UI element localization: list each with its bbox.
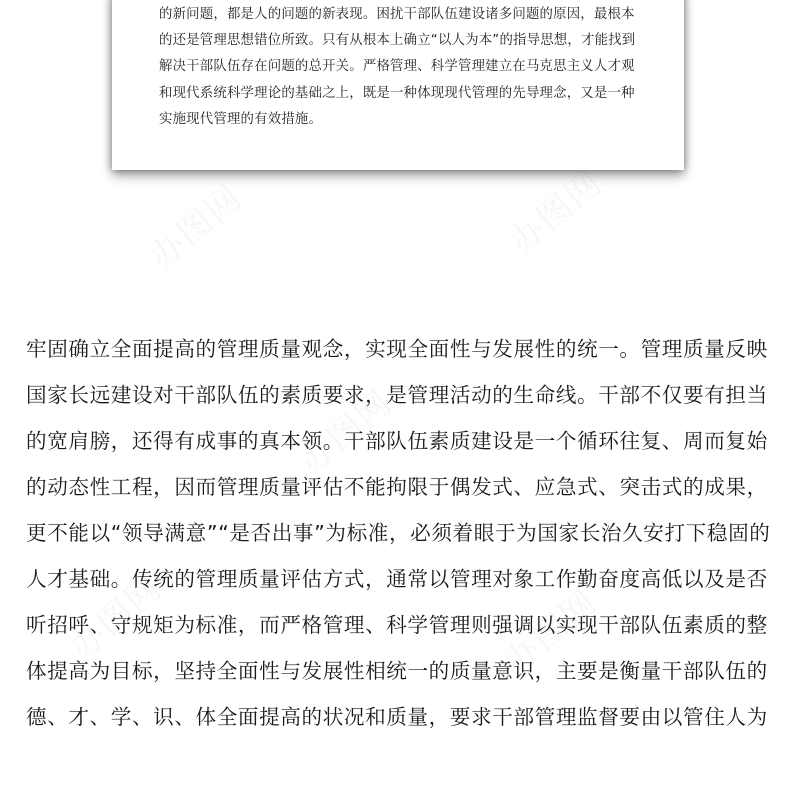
excerpt-text bbox=[159, 2, 659, 133]
paragraph-line: 的动态性工程，因而管理质量评估不能拘限于偶发式、应急式、突击式的成果， bbox=[26, 475, 768, 499]
excerpt-line: 的还是管理思想错位所致。只有从根本上确立“以人为本”的指导思想，才能找到 bbox=[159, 33, 636, 49]
excerpt-line: 和现代系统科学理论的基础之上，既是一种体现现代管理的先导理念，又是一种 bbox=[159, 85, 635, 101]
body-paragraph bbox=[26, 326, 786, 740]
excerpt-line: 的新问题，都是人的问题的新表现。困扰干部队伍建设诸多问题的原因，最根本 bbox=[159, 7, 635, 22]
excerpt-line: 解决干部队伍存在问题的总开关。严格管理、科学管理建立在马克思主义人才观 bbox=[159, 59, 635, 75]
paragraph-line: 人才基础。传统的管理质量评估方式，通常以管理对象工作勤奋度高低以及是否 bbox=[26, 567, 768, 591]
watermark: 办图网 bbox=[62, 567, 171, 668]
excerpt-line: 实施现代管理的有效措施。 bbox=[159, 111, 323, 127]
paragraph-line: 国家长远建设对干部队伍的素质要求，是管理活动的生命线。干部不仅要有担当 bbox=[26, 383, 768, 407]
paragraph-line: 更不能以“领导满意”“是否出事”为标准，必须着眼于为国家长治久安打下稳固的 bbox=[26, 521, 771, 545]
paragraph-line: 德、才、学、识、体全面提高的状况和质量，要求干部管理监督要由以管住人为 bbox=[26, 705, 768, 729]
paragraph-line: 体提高为目标，坚持全面性与发展性相统一的质量意识，主要是衡量干部队伍的 bbox=[26, 659, 768, 683]
paragraph-line: 牢固确立全面提高的管理质量观念，实现全面性与发展性的统一。管理质量反映 bbox=[26, 337, 768, 361]
watermark: 办图网 bbox=[142, 177, 251, 278]
watermark: 办图网 bbox=[502, 162, 611, 263]
watermark: 办图网 bbox=[292, 382, 401, 483]
paragraph-line: 听招呼、守规矩为标准，而严格管理、科学管理则强调以实现干部队伍素质的整 bbox=[26, 613, 768, 637]
excerpt-card bbox=[112, 0, 684, 170]
watermark: 办图网 bbox=[497, 582, 606, 683]
paragraph-line: 的宽肩膀，还得有成事的真本领。干部队伍素质建设是一个循环往复、周而复始 bbox=[26, 429, 768, 453]
